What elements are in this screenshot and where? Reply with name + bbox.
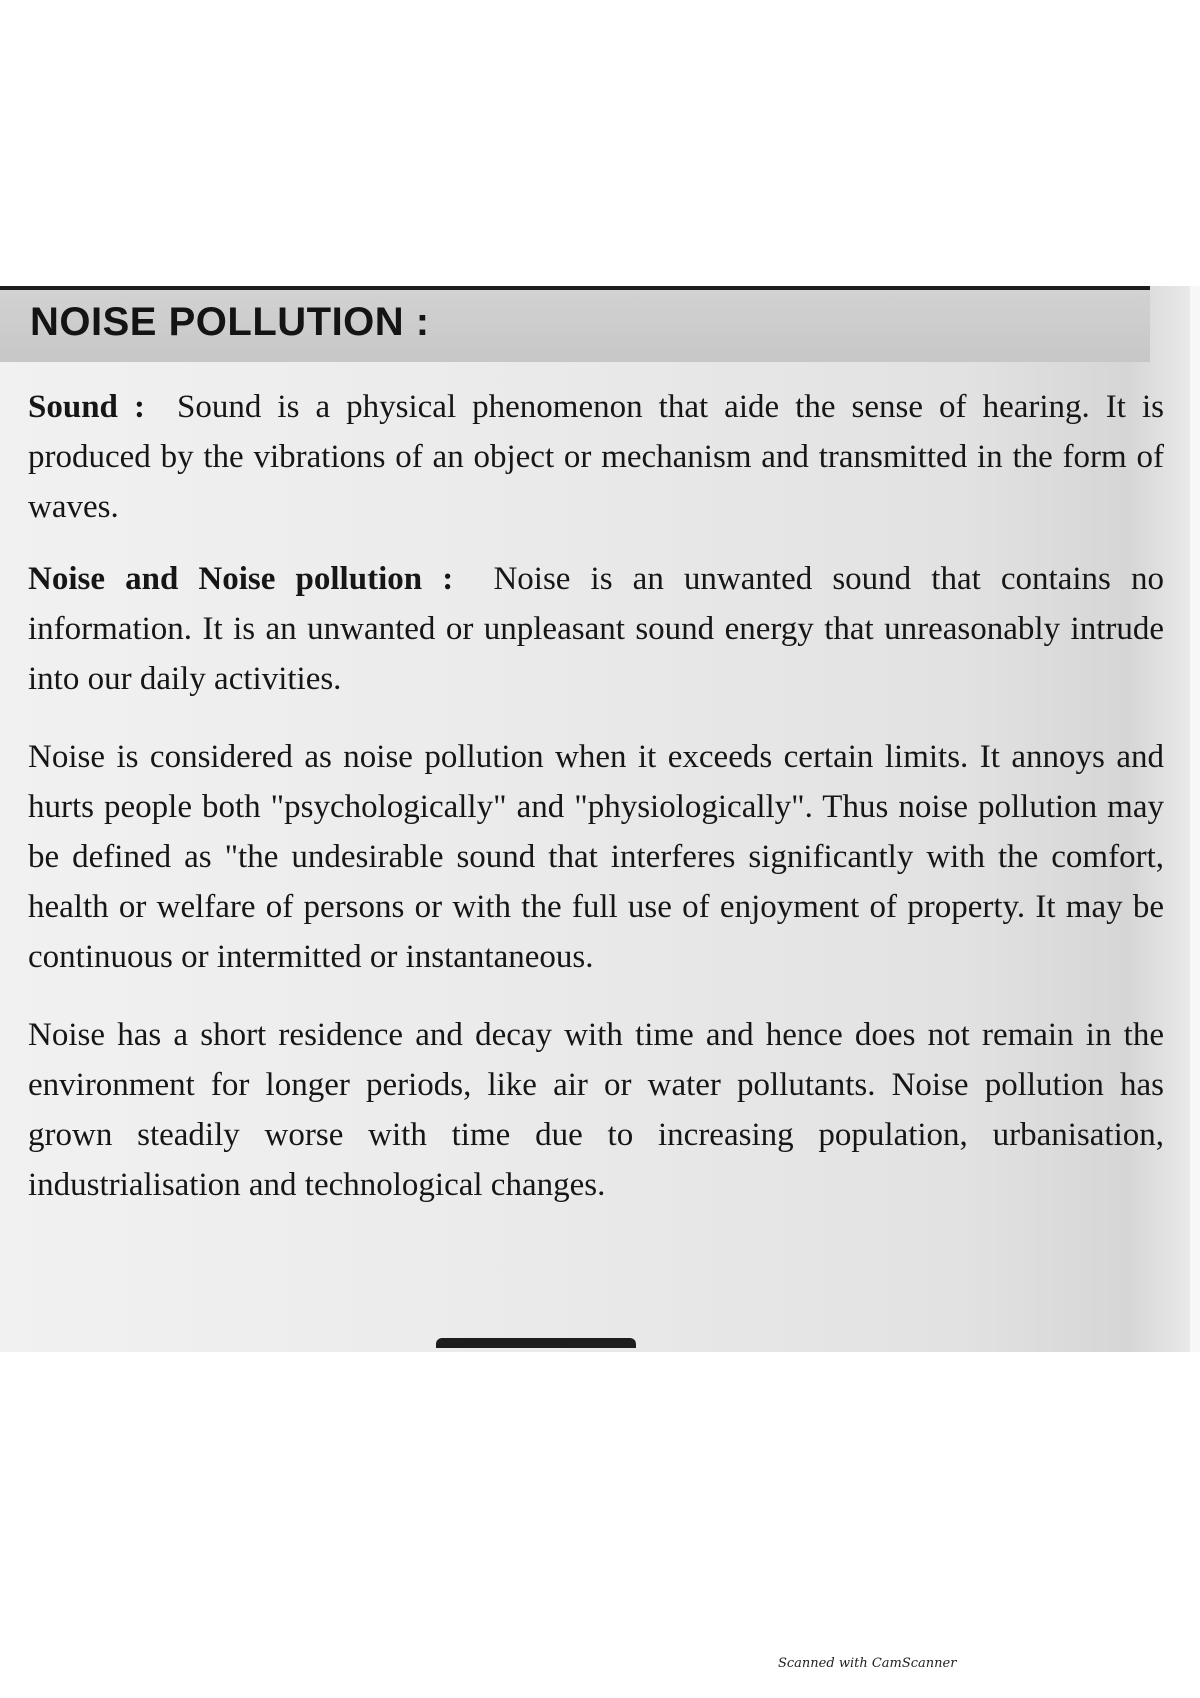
scanned-page <box>0 286 1200 1352</box>
paragraph-noise-pollution <box>28 732 1164 982</box>
paragraph-noise-definition <box>28 554 1164 704</box>
paragraph-text: Noise is considered as noise pollution when it exceeds certain limits. It annoys and hurts people both "psychologically" and "physiologically". Thus noise pollution may be defined as "the undesirable sound that interferes significantly with the comfort, health or welfare of persons or with the full use of enjoyment of property. It may be continuous or intermitted or instantaneous. <box>28 739 1164 975</box>
paragraph-noise-residence <box>28 1010 1164 1210</box>
paragraph-text: Noise has a short residence and decay with time and hence does not remain in the environment for longer periods, like air or water pollutants. Noise pollution has grown steadily worse with time due to increasing population, urbanisation, industrialisation and technological changes. <box>28 1017 1164 1203</box>
paragraph-sound <box>28 382 1164 532</box>
page-edge <box>1190 286 1200 1352</box>
term-noise-and-noise-pollution: Noise and Noise pollution : <box>28 561 454 597</box>
scanner-watermark: Scanned with CamScanner <box>778 1656 957 1671</box>
body-text <box>28 382 1164 1232</box>
bottom-edge-mark <box>436 1338 636 1348</box>
title-band <box>0 286 1150 362</box>
paragraph-text: Sound is a physical phenomenon that aide the sense of hearing. It is produced by the vibrations of an object or mechanism and transmitted in the form of waves. <box>28 389 1165 525</box>
term-sound: Sound : <box>28 389 145 425</box>
page-title: NOISE POLLUTION : <box>30 300 430 344</box>
paragraph-text: Noise is an unwanted sound that contains no information. It is an unwanted or unpleasant sound energy that unreasonably intrude into our daily activities. <box>28 561 1164 697</box>
